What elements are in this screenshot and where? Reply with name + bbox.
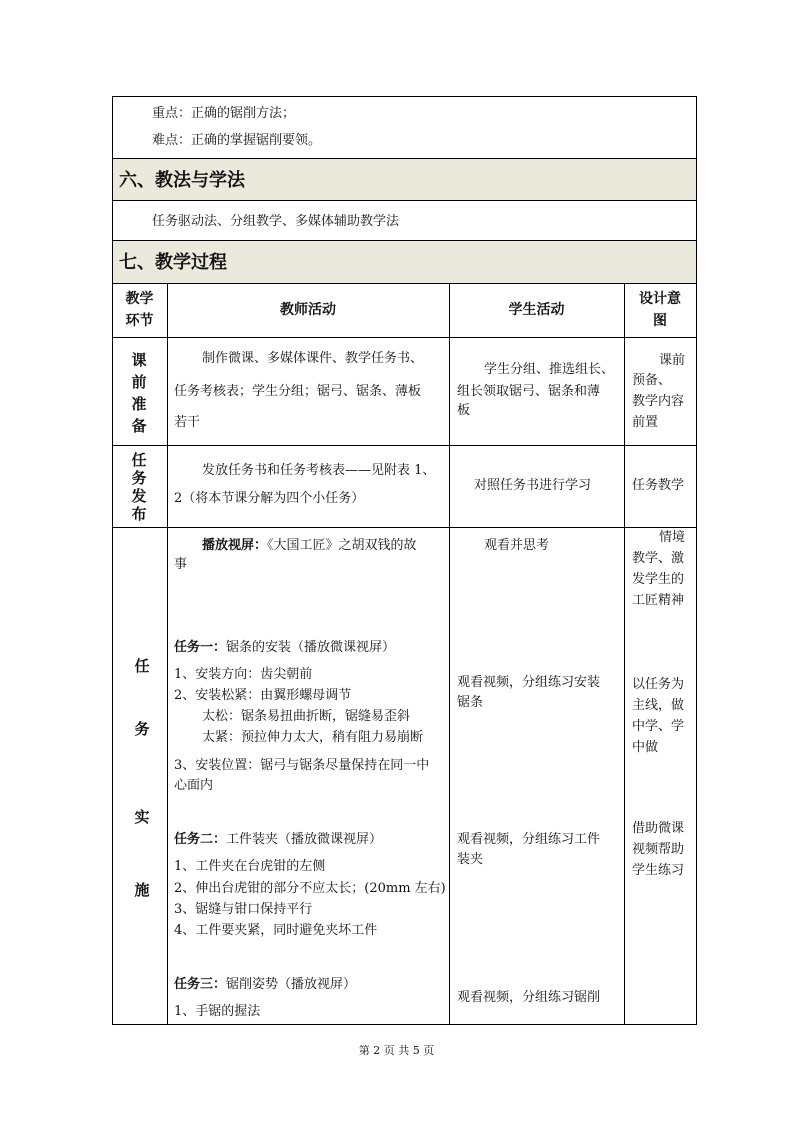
header-design: 设计意 图 (639, 291, 681, 329)
video-design-4: 工匠精神 (632, 593, 685, 608)
task1-line-1: 1、安装方向：齿尖朝前 (174, 667, 313, 682)
video-intro: 播放视屏：《大国工匠》之胡双钱的故 (202, 538, 417, 553)
task1-student-1: 观看视频，分组练习安装 (457, 675, 601, 690)
stage-impl-2: 务 (134, 720, 150, 738)
stage-release: 任 务 发 布 (131, 451, 147, 523)
task1-design-3: 中学、学 (632, 719, 685, 734)
task1-heading: 任务一：锯条的安装（播放微课视屏） (174, 640, 396, 655)
prep-student-1: 学生分组、推选组长、 (484, 362, 615, 377)
video-design-3: 发学生的 (632, 572, 685, 587)
release-student: 对照任务书进行学习 (474, 478, 592, 493)
prep-teacher-1: 制作微课、多媒体课件、教学任务书、 (202, 351, 424, 366)
task2-design-1: 借助微课 (632, 821, 685, 836)
prep-student-3: 板 (457, 403, 471, 418)
task2-line-1: 1、工件夹在台虎钳的左侧 (174, 859, 326, 874)
release-teacher-1: 发放任务书和任务考核表——见附表 1、 (202, 463, 436, 478)
task1-student-2: 锯条 (457, 695, 484, 710)
task3-heading: 任务三：锯削姿势（播放视屏） (174, 977, 357, 992)
task1-line-6: 心面内 (174, 778, 214, 793)
header-teacher: 教师活动 (280, 302, 336, 318)
release-teacher-2: 2（将本节课分解为四个小任务） (174, 491, 365, 506)
task1-line-2: 2、安装松紧：由翼形螺母调节 (174, 688, 352, 703)
task3-line-1: 1、手锯的握法 (174, 1004, 261, 1019)
stage-impl-1: 任 (134, 657, 150, 675)
prep-design-4: 前置 (632, 415, 659, 430)
task2-design-2: 视频帮助 (632, 842, 685, 857)
prep-design-3: 教学内容 (632, 394, 685, 409)
task2-line-3: 3、锯缝与钳口保持平行 (174, 902, 313, 917)
task2-line-2: 2、伸出台虎钳的部分不应太长；(20mm 左右) (174, 881, 446, 896)
header-student: 学生活动 (508, 302, 565, 318)
stage-impl-3: 实 (134, 808, 150, 826)
video-design-2: 教学、激 (632, 551, 685, 566)
task1-design-1: 以任务为 (632, 677, 685, 692)
video-student: 观看并思考 (484, 538, 550, 553)
video-design-1: 情境 (659, 530, 686, 545)
task1-line-3: 太松：锯条易扭曲折断，锯缝易歪斜 (202, 709, 411, 724)
task2-design-3: 学生练习 (632, 863, 685, 878)
prep-teacher-2: 任务考核表；学生分组；锯弓、锯条、薄板 (174, 384, 422, 399)
task1-line-5: 3、安装位置：锯弓与锯条尽量保持在同一中 (174, 758, 430, 773)
video-intro-2: 事 (174, 557, 188, 572)
task1-line-4: 太紧：预拉伸力太大，稍有阻力易崩断 (202, 730, 424, 745)
task2-student-1: 观看视频，分组练习工件 (457, 832, 601, 847)
prep-teacher-3: 若干 (174, 415, 201, 430)
prep-design-1: 课前 (659, 353, 686, 368)
focus-point: 重点：正确的锯削方法； (152, 106, 296, 121)
prep-student-2: 组长领取锯弓、锯条和薄 (457, 384, 601, 399)
task2-student-2: 装夹 (457, 852, 484, 867)
stage-impl-4: 施 (134, 881, 150, 899)
release-design: 任务教学 (632, 478, 685, 493)
task1-design-4: 中做 (632, 740, 659, 755)
task1-design-2: 主线，做 (632, 698, 685, 713)
prep-design-2: 预备、 (632, 373, 672, 388)
task3-student: 观看视频，分组练习锯削 (457, 990, 601, 1005)
header-stage: 教学 环节 (125, 291, 154, 329)
page-footer: 第 2 页 共 5 页 (358, 1044, 435, 1057)
task2-line-4: 4、工件要夹紧，同时避免夹坏工件 (174, 923, 378, 938)
difficulty-point: 难点：正确的掌握锯削要领。 (152, 133, 322, 148)
section7-title: 七、教学过程 (119, 252, 227, 273)
section6-title: 六、教法与学法 (119, 170, 245, 191)
section6-content: 任务驱动法、分组教学、多媒体辅助教学法 (152, 214, 400, 229)
stage-prep: 课 前 准 备 (131, 351, 147, 435)
task2-heading: 任务二：工件装夹（播放微课视屏） (174, 832, 383, 847)
